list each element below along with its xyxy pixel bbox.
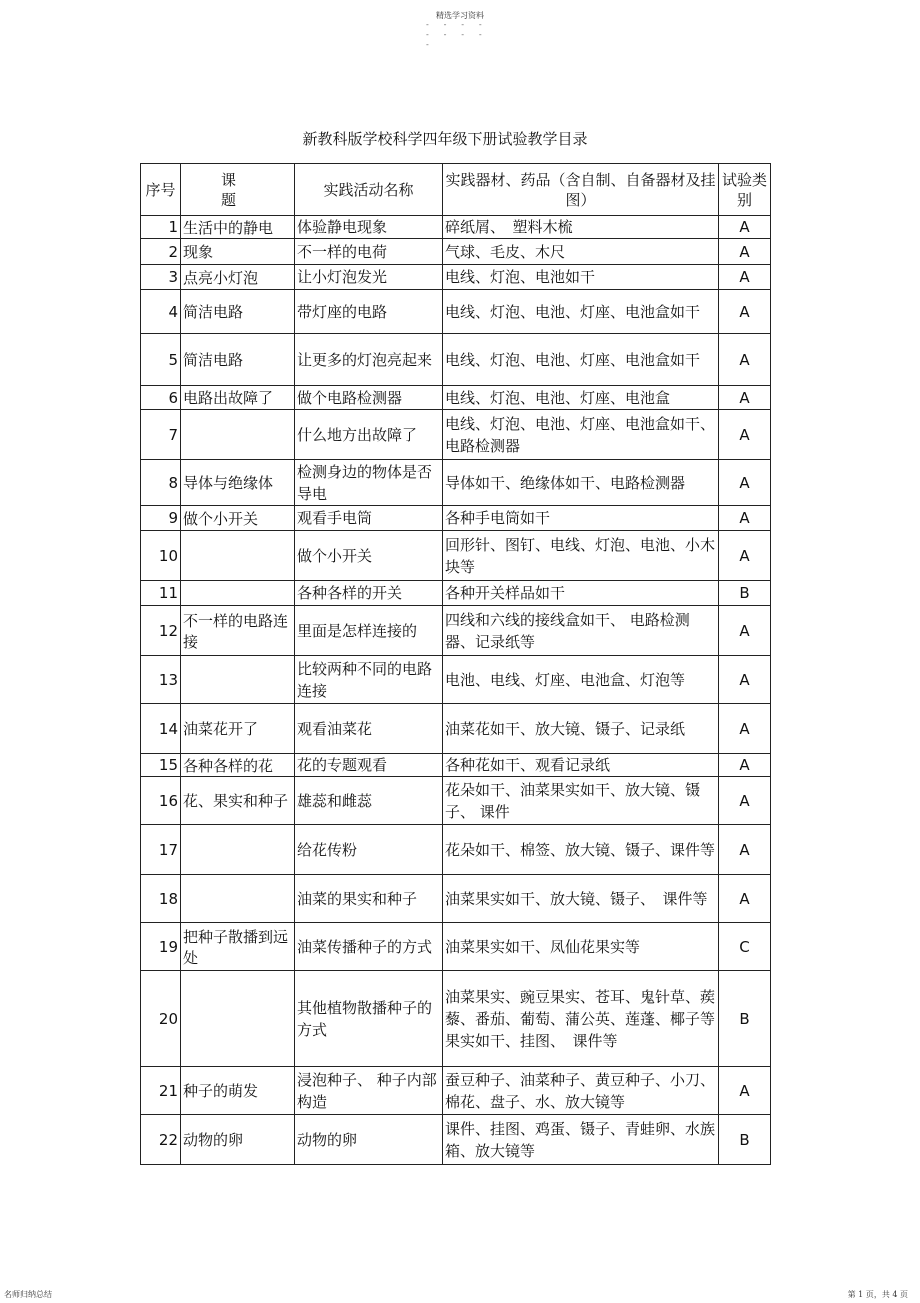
table-header-row — [141, 164, 771, 216]
row-activity: 浸泡种子、 种子内部构造 — [295, 1067, 443, 1115]
row-topic: 各种各样的花 — [181, 754, 295, 777]
row-activity: 不一样的电荷 — [295, 239, 443, 265]
row-materials: 各种手电筒如干 — [443, 506, 719, 531]
row-type: A — [719, 656, 771, 704]
table-row — [141, 239, 771, 265]
row-materials: 电线、灯泡、电池、灯座、电池盒如干 — [443, 290, 719, 334]
row-number: 9 — [141, 506, 181, 531]
row-topic — [181, 875, 295, 923]
row-activity: 油菜传播种子的方式 — [295, 923, 443, 971]
row-materials: 电线、灯泡、电池、灯座、电池盒 — [443, 386, 719, 410]
row-type: A — [719, 531, 771, 581]
row-activity: 检测身边的物体是否导电 — [295, 460, 443, 506]
row-materials: 油菜果实如干、放大镜、镊子、 课件等 — [443, 875, 719, 923]
row-topic: 不一样的电路连接 — [181, 606, 295, 656]
row-materials: 回形针、图钉、电线、灯泡、电池、小木块等 — [443, 531, 719, 581]
row-type: A — [719, 334, 771, 386]
row-type: B — [719, 1115, 771, 1165]
row-materials: 气球、毛皮、木尺 — [443, 239, 719, 265]
row-number: 15 — [141, 754, 181, 777]
row-topic: 把种子散播到远处 — [181, 923, 295, 971]
row-materials: 碎纸屑、 塑料木梳 — [443, 216, 719, 239]
table-row — [141, 875, 771, 923]
row-materials: 导体如干、绝缘体如干、电路检测器 — [443, 460, 719, 506]
row-type: A — [719, 460, 771, 506]
row-type: B — [719, 581, 771, 606]
row-materials: 花朵如干、油菜果实如干、放大镜、镊子、 课件 — [443, 777, 719, 825]
table-row — [141, 1115, 771, 1165]
row-number: 13 — [141, 656, 181, 704]
table-row — [141, 386, 771, 410]
row-topic — [181, 656, 295, 704]
row-number: 1 — [141, 216, 181, 239]
row-number: 5 — [141, 334, 181, 386]
row-type: A — [719, 704, 771, 754]
table-row — [141, 923, 771, 971]
row-materials: 油菜果实如干、凤仙花果实等 — [443, 923, 719, 971]
row-number: 6 — [141, 386, 181, 410]
row-topic: 现象 — [181, 239, 295, 265]
footer-left-label: 名师归纳总结 — [4, 1290, 52, 1299]
row-number: 7 — [141, 410, 181, 460]
row-number: 18 — [141, 875, 181, 923]
row-activity: 带灯座的电路 — [295, 290, 443, 334]
row-topic: 动物的卵 — [181, 1115, 295, 1165]
row-type: A — [719, 754, 771, 777]
row-number: 10 — [141, 531, 181, 581]
row-activity: 动物的卵 — [295, 1115, 443, 1165]
row-topic: 花、果实和种子 — [181, 777, 295, 825]
row-type: A — [719, 1067, 771, 1115]
row-materials: 油菜花如干、放大镜、镊子、记录纸 — [443, 704, 719, 754]
row-activity: 给花传粉 — [295, 825, 443, 875]
row-topic: 油菜花开了 — [181, 704, 295, 754]
row-activity: 油菜的果实和种子 — [295, 875, 443, 923]
row-materials: 电线、灯泡、电池、灯座、电池盒如干 — [443, 334, 719, 386]
row-number: 8 — [141, 460, 181, 506]
table-row — [141, 1067, 771, 1115]
header-no: 序号 — [141, 164, 181, 216]
table-row — [141, 506, 771, 531]
row-activity: 体验静电现象 — [295, 216, 443, 239]
table-row — [141, 606, 771, 656]
row-activity: 做个电路检测器 — [295, 386, 443, 410]
row-materials: 各种花如干、观看记录纸 — [443, 754, 719, 777]
row-type: A — [719, 506, 771, 531]
row-topic — [181, 581, 295, 606]
header-topic: 课 题 — [181, 164, 295, 216]
row-activity: 观看油菜花 — [295, 704, 443, 754]
table-row — [141, 704, 771, 754]
table-row — [141, 410, 771, 460]
row-topic — [181, 410, 295, 460]
row-type: A — [719, 606, 771, 656]
row-activity: 花的专题观看 — [295, 754, 443, 777]
row-activity: 让更多的灯泡亮起来 — [295, 334, 443, 386]
row-activity: 雄蕊和雌蕊 — [295, 777, 443, 825]
table-row — [141, 265, 771, 290]
row-number: 2 — [141, 239, 181, 265]
row-activity: 让小灯泡发光 — [295, 265, 443, 290]
row-materials: 花朵如干、棉签、放大镜、镊子、课件等 — [443, 825, 719, 875]
header-dashes: - - - - - - - - - — [425, 20, 487, 49]
row-topic — [181, 825, 295, 875]
row-topic: 简洁电路 — [181, 334, 295, 386]
table-row — [141, 656, 771, 704]
row-materials: 电池、电线、灯座、电池盒、灯泡等 — [443, 656, 719, 704]
row-activity: 做个小开关 — [295, 531, 443, 581]
table-row — [141, 581, 771, 606]
row-number: 19 — [141, 923, 181, 971]
header-activity: 实践活动名称 — [295, 164, 443, 216]
row-activity: 比较两种不同的电路连接 — [295, 656, 443, 704]
page-number: 第 1 页，共 4 页 — [847, 1290, 908, 1299]
row-materials: 四线和六线的接线盒如干、 电路检测器、记录纸等 — [443, 606, 719, 656]
header-top-label: 精选学习资料 — [436, 11, 484, 20]
row-type: A — [719, 825, 771, 875]
row-topic: 生活中的静电 — [181, 216, 295, 239]
experiment-table — [140, 163, 771, 1165]
row-number: 17 — [141, 825, 181, 875]
row-activity: 观看手电筒 — [295, 506, 443, 531]
row-topic: 电路出故障了 — [181, 386, 295, 410]
row-number: 3 — [141, 265, 181, 290]
table-row — [141, 777, 771, 825]
row-materials: 蚕豆种子、油菜种子、黄豆种子、小刀、棉花、盘子、水、放大镜等 — [443, 1067, 719, 1115]
row-type: A — [719, 875, 771, 923]
row-topic: 点亮小灯泡 — [181, 265, 295, 290]
row-topic — [181, 971, 295, 1067]
row-type: B — [719, 971, 771, 1067]
header-materials: 实践器材、药品（含自制、自备器材及挂图） — [443, 164, 719, 216]
header-type: 试验类别 — [719, 164, 771, 216]
row-materials: 电线、灯泡、电池、灯座、电池盒如干、电路检测器 — [443, 410, 719, 460]
table-row — [141, 825, 771, 875]
table-row — [141, 216, 771, 239]
row-number: 16 — [141, 777, 181, 825]
row-number: 12 — [141, 606, 181, 656]
row-topic: 种子的萌发 — [181, 1067, 295, 1115]
row-type: A — [719, 216, 771, 239]
row-number: 14 — [141, 704, 181, 754]
row-type: A — [719, 410, 771, 460]
row-topic: 导体与绝缘体 — [181, 460, 295, 506]
table-row — [141, 971, 771, 1067]
row-type: C — [719, 923, 771, 971]
row-number: 11 — [141, 581, 181, 606]
row-topic: 简洁电路 — [181, 290, 295, 334]
row-number: 21 — [141, 1067, 181, 1115]
row-activity: 里面是怎样连接的 — [295, 606, 443, 656]
page-title: 新教科版学校科学四年级下册试验教学目录 — [302, 130, 588, 148]
row-activity: 其他植物散播种子的方式 — [295, 971, 443, 1067]
table-row — [141, 531, 771, 581]
table-row — [141, 334, 771, 386]
row-type: A — [719, 386, 771, 410]
table-row — [141, 460, 771, 506]
row-number: 20 — [141, 971, 181, 1067]
row-materials: 各种开关样品如干 — [443, 581, 719, 606]
row-number: 4 — [141, 290, 181, 334]
row-activity: 各种各样的开关 — [295, 581, 443, 606]
row-topic — [181, 531, 295, 581]
row-type: A — [719, 290, 771, 334]
row-materials: 电线、灯泡、电池如干 — [443, 265, 719, 290]
row-type: A — [719, 239, 771, 265]
row-type: A — [719, 777, 771, 825]
table-row — [141, 754, 771, 777]
row-materials: 课件、挂图、鸡蛋、镊子、青蛙卵、水族箱、放大镜等 — [443, 1115, 719, 1165]
table-row — [141, 290, 771, 334]
row-activity: 什么地方出故障了 — [295, 410, 443, 460]
row-number: 22 — [141, 1115, 181, 1165]
row-type: A — [719, 265, 771, 290]
row-topic: 做个小开关 — [181, 506, 295, 531]
row-materials: 油菜果实、豌豆果实、苍耳、鬼针草、蒺藜、番茄、葡萄、蒲公英、莲蓬、椰子等果实如干、挂图、 课件等 — [443, 971, 719, 1067]
